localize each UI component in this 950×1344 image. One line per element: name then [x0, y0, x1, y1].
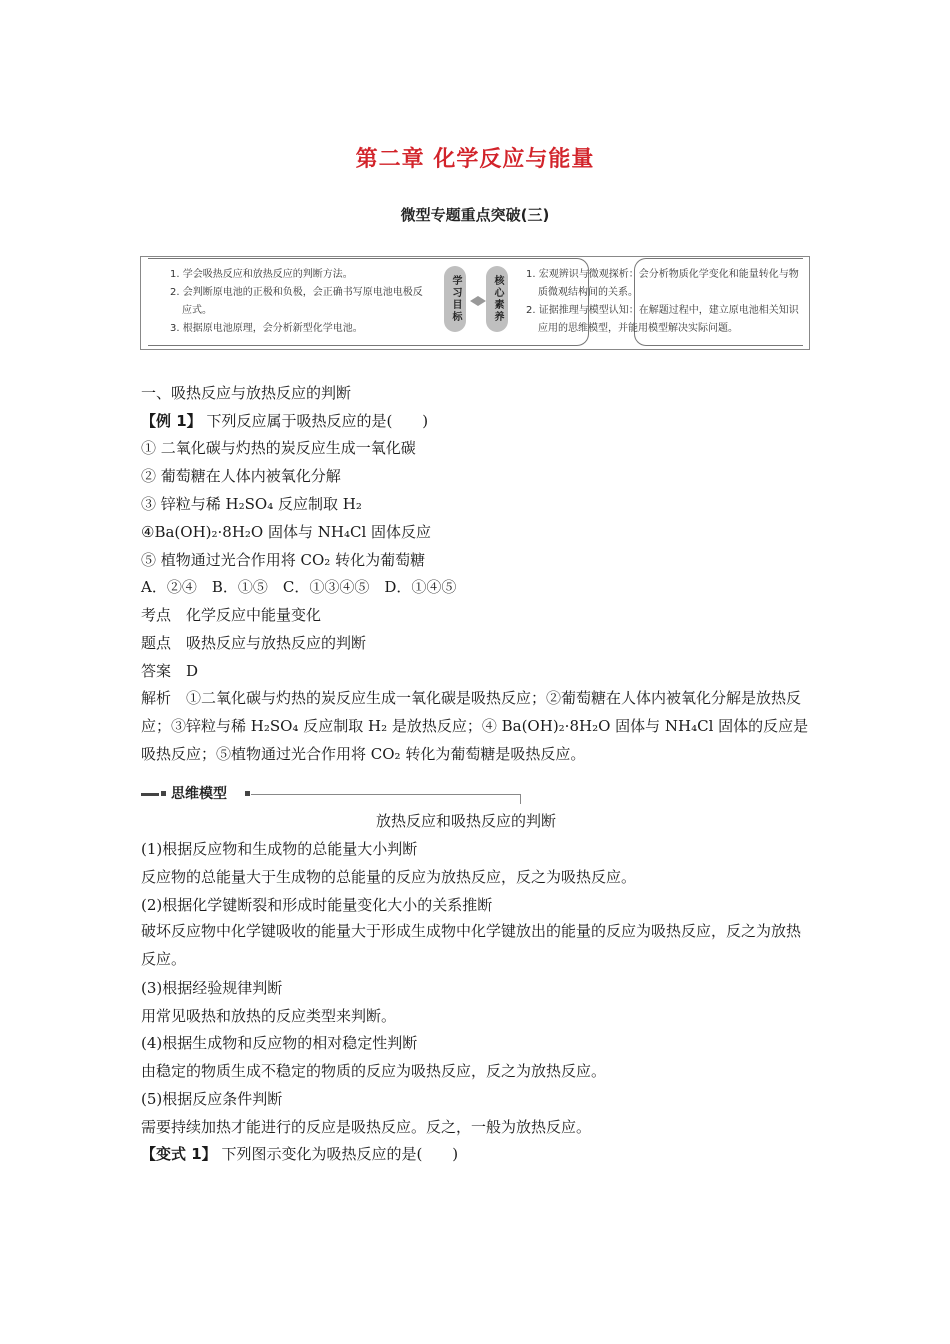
model-point-3-head: (3)根据经验规律判断 — [141, 979, 283, 997]
thinking-model-label: 思维模型 — [171, 786, 227, 802]
example-1 — [141, 411, 428, 431]
example-question: 下列反应属于吸热反应的是( ) — [206, 412, 429, 430]
analysis: 解析 ①二氧化碳与灼热的炭反应生成一氧化碳是吸热反应；②葡萄糖在人体内被氧化分解是放热反应；③锌粒与稀 H₂SO₄ 反应制取 H₂ 是放热反应；④ Ba(OH)₂·8H₂O 固体与 NH₄Cl 固体的反应是吸热反应；⑤植物通过光合作用将 CO₂ 转化为葡萄糖是吸热反应。 — [141, 689, 809, 763]
core-literacy-item: 1. 宏观辨识与微观探析：会分析物质化学变化和能量转化与物质微观结构间的关系。 — [526, 269, 799, 298]
section-heading: 一、吸热反应与放热反应的判断 — [141, 384, 352, 402]
model-point-2-head: (2)根据化学键断裂和形成时能量变化大小的关系推断 — [141, 896, 493, 914]
option-2: ② 葡萄糖在人体内被氧化分解 — [141, 467, 341, 485]
answer-choices: A．②④ B．①⑤ C．①③④⑤ D．①④⑤ — [141, 578, 457, 596]
bar-square — [161, 791, 166, 796]
bar-square — [245, 791, 250, 796]
arrow-right-icon — [478, 296, 486, 306]
learning-objective: 3. 根据原电池原理，会分析新型化学电池。 — [170, 323, 363, 334]
thinking-model-bar — [141, 783, 521, 805]
model-point-4-head: (4)根据生成物和反应物的相对稳定性判断 — [141, 1034, 418, 1052]
learning-objective: 1. 学会吸热反应和放热反应的判断方法。 — [170, 269, 353, 280]
model-point-1-body: 反应物的总能量大于生成物的总能量的反应为放热反应，反之为吸热反应。 — [141, 868, 637, 886]
bar-rule — [251, 794, 521, 795]
section-subtitle: 微型专题重点突破(三) — [400, 206, 550, 224]
model-point-1-head: (1)根据反应物和生成物的总能量大小判断 — [141, 840, 418, 858]
model-point-2-body: 破坏反应物中化学键吸收的能量大于形成生成物中化学键放出的能量的反应为吸热反应，反之为放热反应。 — [141, 922, 802, 968]
model-point-4-body: 由稳定的物质生成不稳定的物质的反应为吸热反应，反之为放热反应。 — [141, 1062, 607, 1080]
variant-question: 下列图示变化为吸热反应的是( ) — [221, 1145, 459, 1163]
option-1: ① 二氧化碳与灼热的炭反应生成一氧化碳 — [141, 439, 416, 457]
learning-objectives-tab: 学习目标 — [444, 266, 466, 332]
tidian: 题点 吸热反应与放热反应的判断 — [141, 634, 367, 652]
model-title: 放热反应和吸热反应的判断 — [376, 812, 557, 830]
model-point-3-body: 用常见吸热和放热的反应类型来判断。 — [141, 1007, 397, 1025]
bar-dash — [141, 793, 159, 796]
core-literacy-list — [526, 266, 806, 338]
arrow-left-icon — [470, 296, 478, 306]
core-literacy-tab: 核心素养 — [486, 266, 508, 332]
variant-tag: 【变式 1】 — [141, 1145, 217, 1163]
answer: 答案 D — [141, 662, 199, 680]
core-literacy-item: 2. 证据推理与模型认知：在解题过程中，建立原电池相关知识应用的思维模型，并能用模型解决实际问题。 — [526, 305, 799, 334]
option-3: ③ 锌粒与稀 H₂SO₄ 反应制取 H₂ — [141, 495, 362, 513]
example-tag: 【例 1】 — [141, 412, 202, 430]
bar-rule-end — [520, 794, 521, 804]
learning-objective: 2. 会判断原电池的正极和负极，会正确书写原电池电极反应式。 — [170, 287, 423, 316]
learning-objectives-list — [170, 266, 430, 338]
variant-1 — [141, 1144, 458, 1164]
objectives-box — [140, 256, 810, 350]
kaodian: 考点 化学反应中能量变化 — [141, 606, 322, 624]
model-point-5-head: (5)根据反应条件判断 — [141, 1090, 283, 1108]
option-5: ⑤ 植物通过光合作用将 CO₂ 转化为葡萄糖 — [141, 551, 426, 569]
option-4: ④Ba(OH)₂·8H₂O 固体与 NH₄Cl 固体反应 — [141, 523, 432, 541]
model-point-5-body: 需要持续加热才能进行的反应是吸热反应。反之，一般为放热反应。 — [141, 1118, 592, 1136]
chapter-title: 第二章 化学反应与能量 — [355, 147, 595, 172]
